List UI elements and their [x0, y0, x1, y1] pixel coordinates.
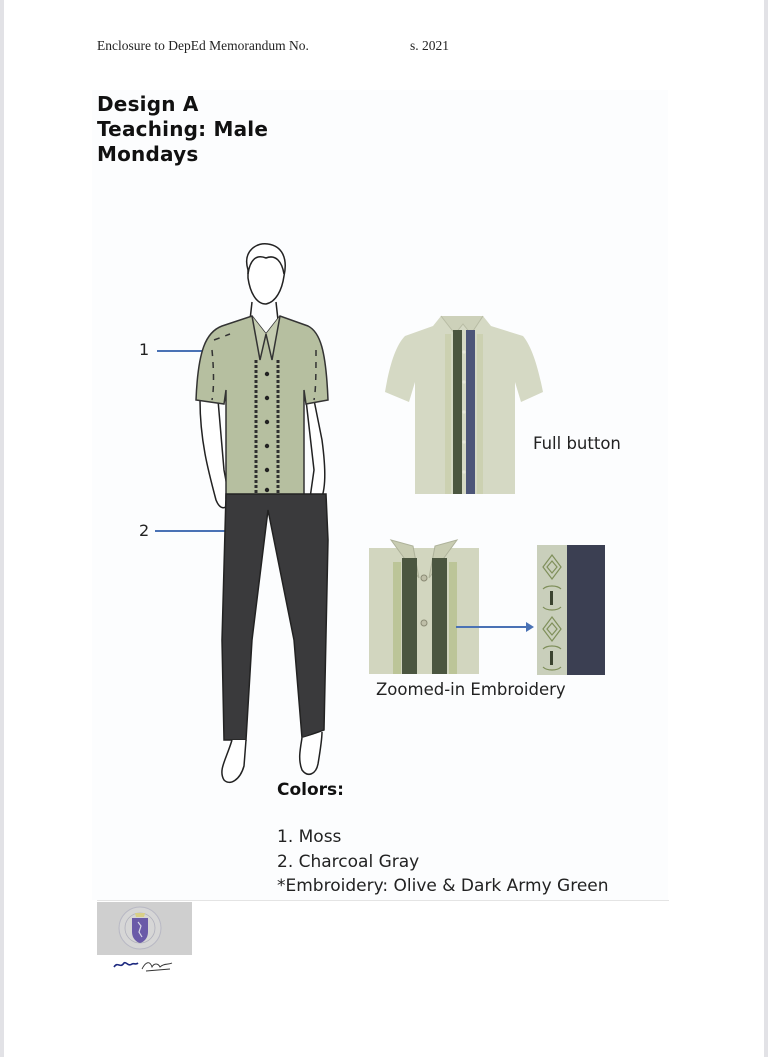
title-day: Mondays: [97, 142, 199, 166]
embroidery-zoom-photo: [537, 545, 605, 675]
full-button-shirt-photo: [383, 312, 543, 497]
full-button-label: Full button: [533, 434, 621, 453]
right-arrow-icon: [456, 626, 532, 628]
content-panel: [92, 90, 668, 900]
shirt-closeup-photo: [369, 538, 479, 674]
deped-seal-icon: [97, 902, 192, 955]
page-edge-right: [764, 0, 768, 1057]
colors-list: [277, 825, 609, 899]
callout-number-1: 1: [139, 340, 150, 359]
signature-icon: [112, 955, 192, 975]
series-year: s. 2021: [410, 38, 450, 53]
color-item-embroidery: *Embroidery: Olive & Dark Army Green: [277, 876, 609, 896]
enclosure-header: Enclosure to DepEd Memorandum No.: [97, 38, 309, 53]
uniform-illustration: [190, 240, 340, 785]
design-title: [97, 92, 268, 167]
callout-number-2: 2: [139, 521, 150, 540]
head-icon: [247, 244, 286, 320]
embroidery-label: Zoomed-in Embroidery: [376, 680, 566, 699]
color-item-charcoal-gray: 2. Charcoal Gray: [277, 851, 420, 872]
seal-footer: [97, 902, 192, 955]
divider: [97, 900, 669, 901]
charcoal-gray-pants: [222, 494, 328, 740]
title-design: Design A: [97, 92, 199, 116]
colors-heading: Colors:: [277, 780, 344, 800]
color-item-moss: 1. Moss: [277, 827, 342, 847]
title-category: Teaching: Male: [97, 117, 269, 141]
